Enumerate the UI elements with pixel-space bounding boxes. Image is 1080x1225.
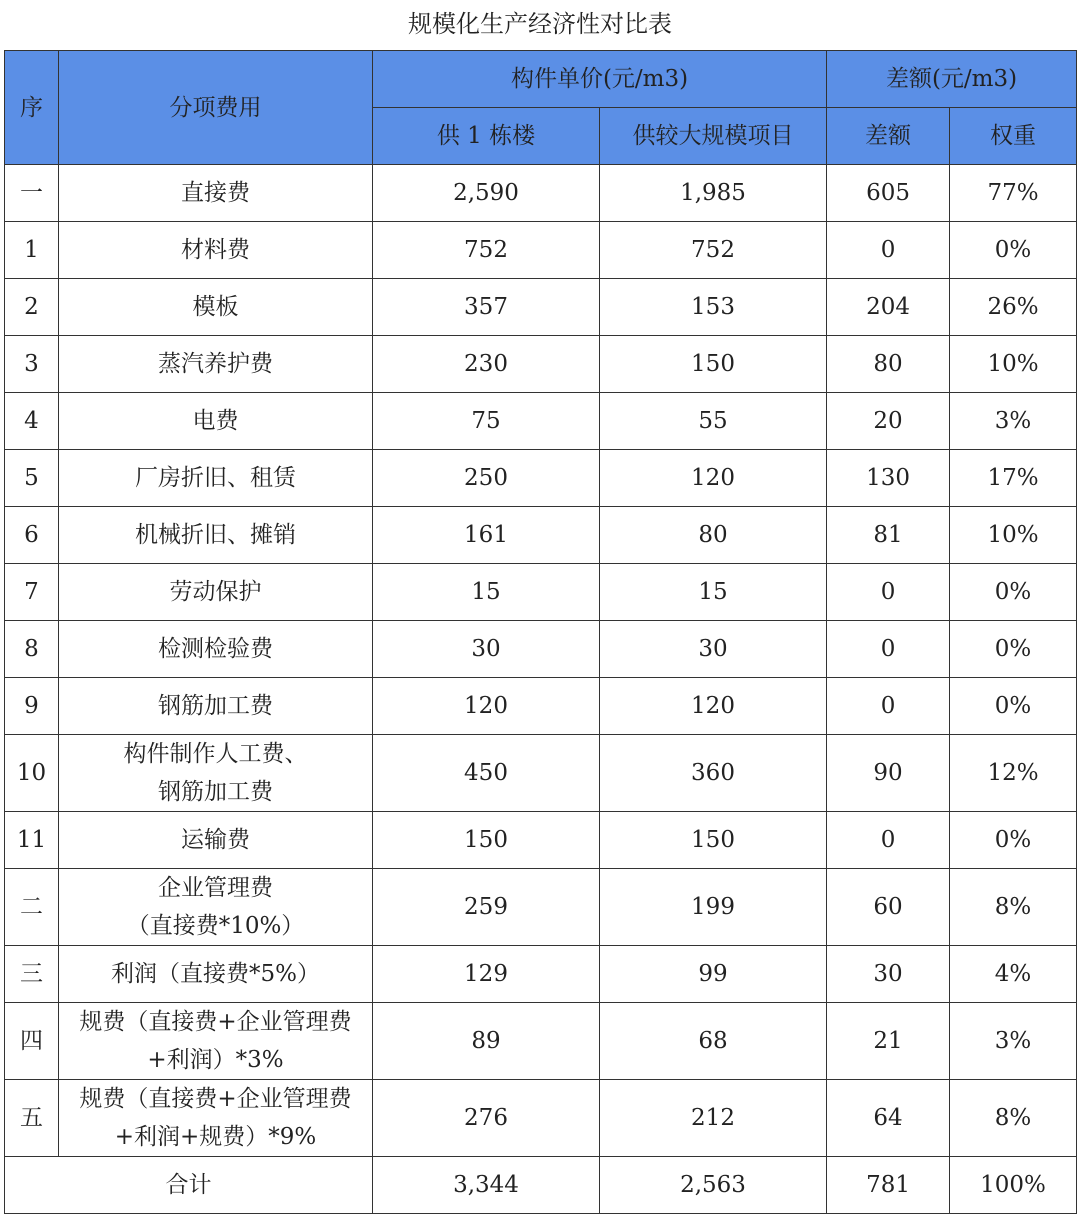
table-row <box>5 279 1077 336</box>
cell-one-building: 450 <box>373 735 600 812</box>
cell-large-project: 68 <box>600 1003 827 1080</box>
cell-item <box>59 735 373 812</box>
cell-item <box>59 222 373 279</box>
cell-seq: 一 <box>5 165 59 222</box>
cell-one-building: 250 <box>373 450 600 507</box>
cell-diff: 21 <box>827 1003 950 1080</box>
cell-weight: 8% <box>950 869 1077 946</box>
total-label: 合计 <box>5 1157 373 1214</box>
cell-item-line: 运输费 <box>181 827 250 853</box>
table-row <box>5 507 1077 564</box>
cell-large-project: 212 <box>600 1080 827 1157</box>
cell-large-project: 360 <box>600 735 827 812</box>
cell-item-line: 蒸汽养护费 <box>158 351 273 377</box>
cell-seq: 四 <box>5 1003 59 1080</box>
cell-one-building: 259 <box>373 869 600 946</box>
cell-diff: 0 <box>827 678 950 735</box>
table-row <box>5 812 1077 869</box>
cell-one-building: 752 <box>373 222 600 279</box>
table-row <box>5 336 1077 393</box>
cell-diff: 605 <box>827 165 950 222</box>
table-row <box>5 222 1077 279</box>
cell-item-line: +利润）*3% <box>147 1047 284 1073</box>
cell-item <box>59 678 373 735</box>
cell-item-line: 企业管理费 <box>158 875 273 901</box>
table-row <box>5 165 1077 222</box>
cell-item-line: 直接费 <box>181 180 250 206</box>
cell-seq: 4 <box>5 393 59 450</box>
cell-weight: 10% <box>950 507 1077 564</box>
cell-item <box>59 507 373 564</box>
header-item: 分项费用 <box>59 51 373 165</box>
cell-weight: 0% <box>950 812 1077 869</box>
cell-one-building: 150 <box>373 812 600 869</box>
cell-diff: 0 <box>827 564 950 621</box>
cell-item <box>59 336 373 393</box>
cell-one-building: 161 <box>373 507 600 564</box>
cell-seq: 11 <box>5 812 59 869</box>
cell-one-building: 30 <box>373 621 600 678</box>
cell-diff: 0 <box>827 812 950 869</box>
cell-weight: 8% <box>950 1080 1077 1157</box>
cell-seq: 五 <box>5 1080 59 1157</box>
cell-weight: 26% <box>950 279 1077 336</box>
table-row <box>5 735 1077 812</box>
cell-one-building: 276 <box>373 1080 600 1157</box>
header-diff: 差额 <box>827 108 950 165</box>
cell-item <box>59 165 373 222</box>
cell-seq: 1 <box>5 222 59 279</box>
cell-seq: 9 <box>5 678 59 735</box>
cell-seq: 10 <box>5 735 59 812</box>
cell-weight: 4% <box>950 946 1077 1003</box>
table-row <box>5 1003 1077 1080</box>
cell-item <box>59 564 373 621</box>
cell-weight: 0% <box>950 222 1077 279</box>
cell-one-building: 120 <box>373 678 600 735</box>
cell-large-project: 120 <box>600 450 827 507</box>
table-row <box>5 869 1077 946</box>
cell-one-building: 15 <box>373 564 600 621</box>
cell-large-project: 752 <box>600 222 827 279</box>
cell-large-project: 120 <box>600 678 827 735</box>
total-diff: 781 <box>827 1157 950 1214</box>
cell-item <box>59 869 373 946</box>
cell-item <box>59 450 373 507</box>
table-row <box>5 946 1077 1003</box>
cell-item <box>59 393 373 450</box>
cell-large-project: 199 <box>600 869 827 946</box>
cell-weight: 0% <box>950 621 1077 678</box>
cell-weight: 10% <box>950 336 1077 393</box>
header-diff-group: 差额(元/m3) <box>827 51 1077 108</box>
cell-large-project: 15 <box>600 564 827 621</box>
table-body <box>5 165 1077 1157</box>
cell-diff: 81 <box>827 507 950 564</box>
total-weight: 100% <box>950 1157 1077 1214</box>
total-large-project: 2,563 <box>600 1157 827 1214</box>
cell-item-line: 机械折旧、摊销 <box>135 522 296 548</box>
cell-weight: 17% <box>950 450 1077 507</box>
cell-seq: 二 <box>5 869 59 946</box>
cell-large-project: 153 <box>600 279 827 336</box>
cell-diff: 0 <box>827 222 950 279</box>
cost-comparison-table <box>4 50 1077 1214</box>
cell-one-building: 230 <box>373 336 600 393</box>
total-row <box>5 1157 1077 1214</box>
cell-item-line: （直接费*10%） <box>126 913 305 939</box>
header-large-project: 供较大规模项目 <box>600 108 827 165</box>
table-row <box>5 678 1077 735</box>
header-unit-price: 构件单价(元/m3) <box>373 51 827 108</box>
cell-one-building: 129 <box>373 946 600 1003</box>
table-row <box>5 1080 1077 1157</box>
cell-diff: 0 <box>827 621 950 678</box>
header-one-building: 供 1 栋楼 <box>373 108 600 165</box>
cell-item <box>59 1080 373 1157</box>
cell-diff: 130 <box>827 450 950 507</box>
cell-diff: 20 <box>827 393 950 450</box>
cell-item-line: 钢筋加工费 <box>158 693 273 719</box>
cell-diff: 80 <box>827 336 950 393</box>
cell-item <box>59 621 373 678</box>
cell-weight: 0% <box>950 564 1077 621</box>
cell-large-project: 1,985 <box>600 165 827 222</box>
cell-one-building: 357 <box>373 279 600 336</box>
cell-one-building: 89 <box>373 1003 600 1080</box>
cell-large-project: 30 <box>600 621 827 678</box>
cell-item-line: 钢筋加工费 <box>158 779 273 805</box>
cell-item-line: 材料费 <box>181 237 250 263</box>
cell-weight: 77% <box>950 165 1077 222</box>
cell-item-line: 检测检验费 <box>158 636 273 662</box>
cell-item-line: 构件制作人工费、 <box>123 741 308 767</box>
header-weight: 权重 <box>950 108 1077 165</box>
cell-item <box>59 279 373 336</box>
cell-seq: 2 <box>5 279 59 336</box>
header-seq: 序 <box>5 51 59 165</box>
table-row <box>5 621 1077 678</box>
cell-diff: 64 <box>827 1080 950 1157</box>
cell-item <box>59 812 373 869</box>
cell-one-building: 2,590 <box>373 165 600 222</box>
cell-item-line: +利润+规费）*9% <box>114 1124 317 1150</box>
cell-large-project: 80 <box>600 507 827 564</box>
cell-weight: 3% <box>950 393 1077 450</box>
cell-one-building: 75 <box>373 393 600 450</box>
cell-seq: 三 <box>5 946 59 1003</box>
cell-item-line: 规费（直接费+企业管理费 <box>79 1086 352 1112</box>
cell-weight: 12% <box>950 735 1077 812</box>
cell-item-line: 劳动保护 <box>169 579 262 605</box>
cell-diff: 204 <box>827 279 950 336</box>
table-title: 规模化生产经济性对比表 <box>408 10 672 38</box>
cell-item <box>59 946 373 1003</box>
cell-diff: 60 <box>827 869 950 946</box>
cell-weight: 3% <box>950 1003 1077 1080</box>
cell-seq: 7 <box>5 564 59 621</box>
cell-large-project: 150 <box>600 336 827 393</box>
cell-seq: 5 <box>5 450 59 507</box>
cell-item-line: 模板 <box>192 294 239 320</box>
cell-large-project: 150 <box>600 812 827 869</box>
cell-diff: 30 <box>827 946 950 1003</box>
cell-item-line: 利润（直接费*5%） <box>111 961 320 987</box>
cell-item-line: 厂房折旧、租赁 <box>135 465 296 491</box>
cell-seq: 8 <box>5 621 59 678</box>
table-row <box>5 393 1077 450</box>
cell-seq: 3 <box>5 336 59 393</box>
cell-item-line: 电费 <box>192 408 239 434</box>
cell-large-project: 55 <box>600 393 827 450</box>
table-row <box>5 450 1077 507</box>
cell-weight: 0% <box>950 678 1077 735</box>
table-row <box>5 564 1077 621</box>
cell-diff: 90 <box>827 735 950 812</box>
cell-item-line: 规费（直接费+企业管理费 <box>79 1009 352 1035</box>
cell-item <box>59 1003 373 1080</box>
cell-seq: 6 <box>5 507 59 564</box>
cell-large-project: 99 <box>600 946 827 1003</box>
total-one-building: 3,344 <box>373 1157 600 1214</box>
